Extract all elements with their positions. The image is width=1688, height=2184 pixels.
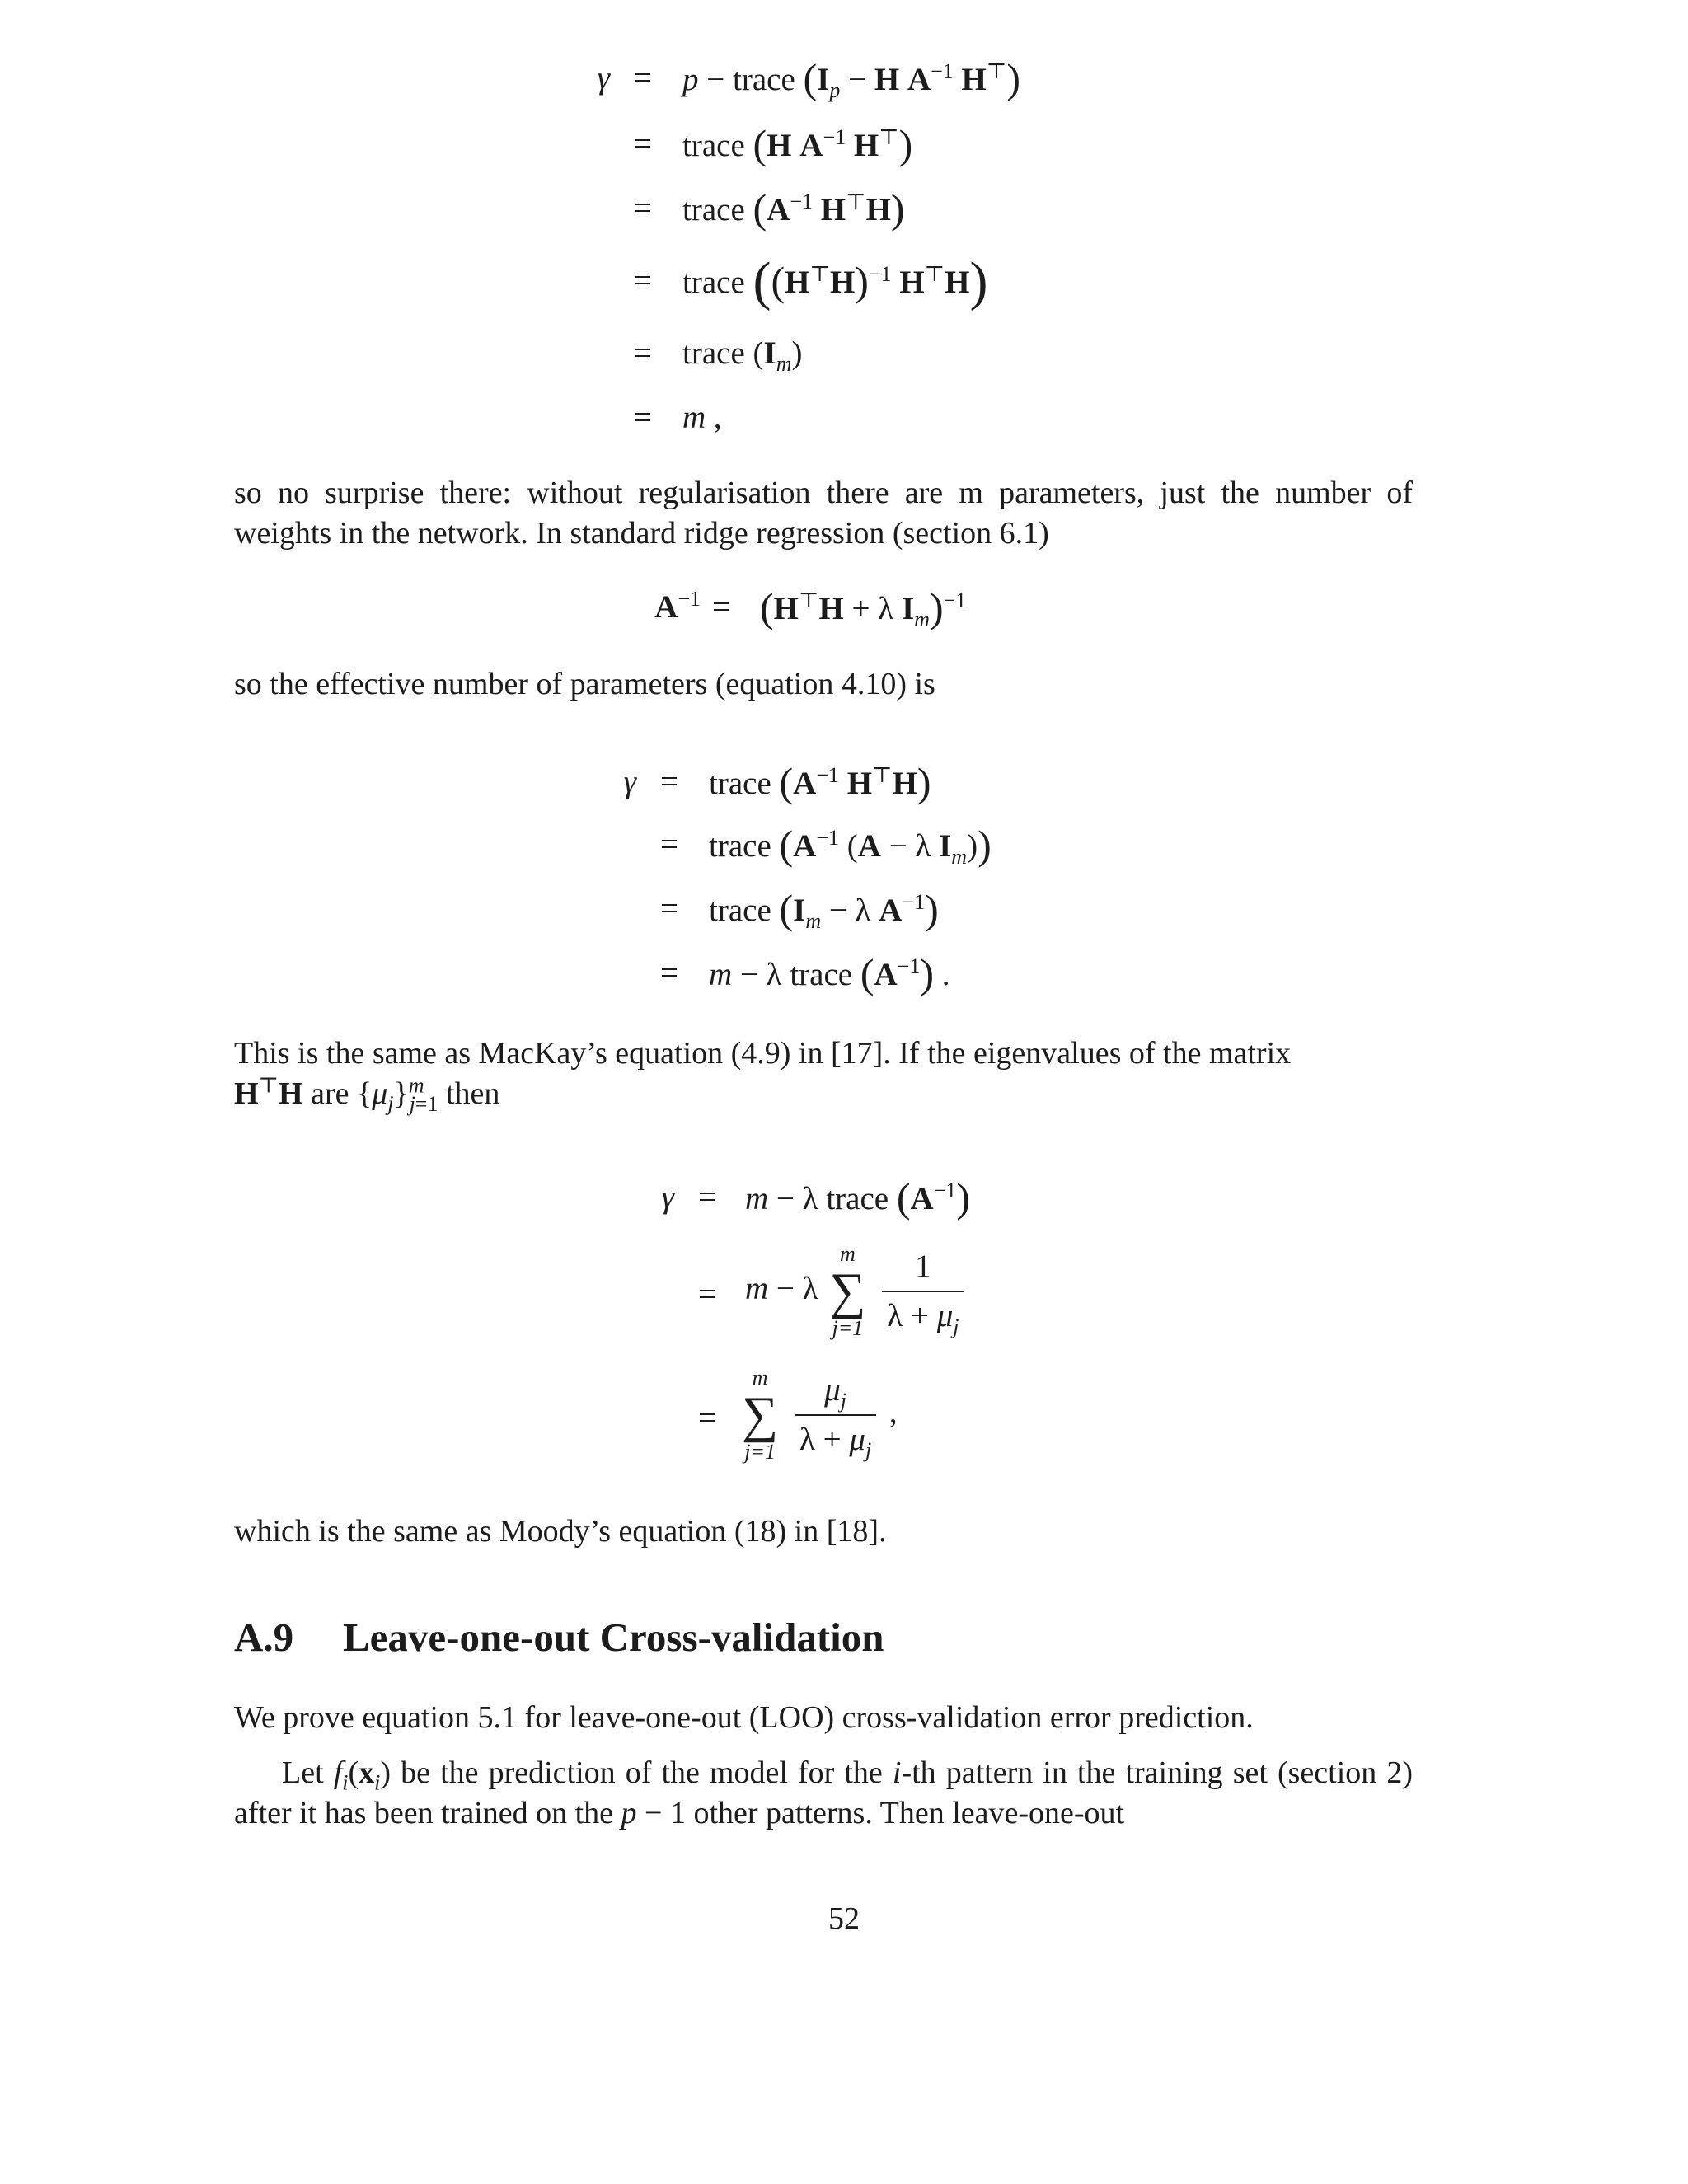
page-number: 52 xyxy=(828,1901,860,1936)
section-heading: A.9 Leave-one-out Cross-validation xyxy=(234,1615,884,1660)
paragraph: so the effective number of parameters (equation 4.10) is xyxy=(234,667,935,701)
document-page: γ = p − trace ($I_p - H$ $A^{-1}$ H⊤) = trace (H $A^{-1}$ H⊤) = trace ($A^{-1}$ H⊤H) = trace ($(H^⊤H)^{-1}$ H⊤H) = trace $(I_m)$ = m , so no surprise there: without regularisation there are m parameters, just the number of weights in the network. In standard ridge regression (section 6.1) $A^{-1}$ = (H⊤H + λ $I_m)^{-1}$ so the effective number of parameters (equation 4.10) is γ = trace ($A^{-1}$ H⊤H) = trace ($A^{-1}$ (A − λ $I_m$)) = trace ($I_m - \lambda$ $A^{-1}$) = m − λ trace $(A^{-1})$ . This is the same as MacKay’s equation (4.9) in [17]. If the eigenvalues of the matrix H⊤H are $\{\mu_j\}^m_{j=1}$ then γ = m − λ trace $(A^{-1})$ = m − λ m ∑ j=1 $\frac{1}{\lambda + \mu_j}$ = m ∑ j=1 $\frac{\mu_j}{\lambda + \mu_j}$ , which is the same as Moody’s equation (18) in [18]. A.9 Leave-one-out Cross-validation We prove equation 5.1 for leave-one-out (LOO) cross-validation error prediction. Let $f_i(x_i)$ be the prediction of the model for the i-th pattern in the training set (section 2) after it has been trained on the p − 1 other patterns. Then leave-one-out 52 xyxy=(0,0,1688,2184)
paragraph: so no surprise there: without regularisation there are m parameters, just the number of weights in the network. In standard ridge regression (section 6.1) xyxy=(234,476,1413,551)
paragraph: which is the same as Moody’s equation (18) in [18]. xyxy=(234,1514,887,1549)
paragraph: We prove equation 5.1 for leave-one-out (LOO) cross-validation error prediction. Let $f_i(x_i)$ be the prediction of the model for the i-th pattern in the training set (section 2) after it has been trained on the p − 1 other patterns. Then leave-one-out xyxy=(234,1700,1413,1830)
paragraph: This is the same as MacKay’s equation (4.9) in [17]. If the eigenvalues of the matrix H⊤H are $\{\mu_j\}^m_{j=1}$ then xyxy=(234,1036,1292,1116)
